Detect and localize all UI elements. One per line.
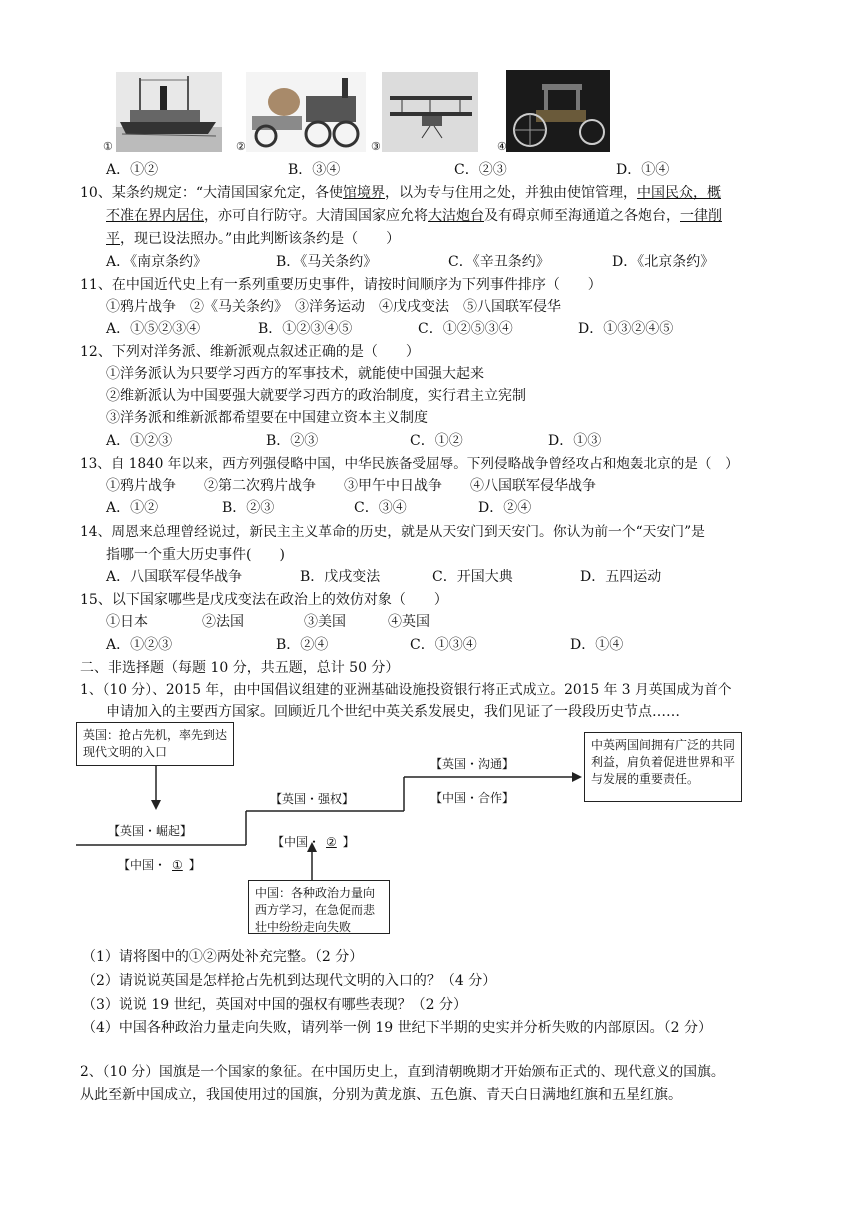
q12-option-a: A．①②③ [106, 433, 173, 449]
q14-option-b: B．戊戌变法 [300, 569, 381, 585]
image-label-1: ① [103, 140, 113, 153]
tag-britain-communication: 【英国・沟通】 [430, 757, 515, 771]
q10-line-2: 不准在界内居住，亦可自行防守。大清国国家应允将大沽炮台及有碍京师至海通道之各炮台，一律削 [106, 208, 722, 224]
q9-option-b: B．③④ [288, 162, 341, 178]
q11-stem: 11、在中国近代史上有一系列重要历史事件，请按时间顺序为下列事件排序（ ） [80, 277, 602, 293]
q14-option-a: A．八国联军侵华战争 [106, 569, 243, 585]
tag-china-blank-2: 【中国・ ② 】 [272, 835, 355, 849]
q15-stem: 15、以下国家哪些是戊戌变法在政治上的效仿对象（ ） [80, 592, 448, 608]
q9-option-c: C．②③ [454, 162, 507, 178]
q14-option-d: D．五四运动 [580, 569, 662, 585]
q11-option-c: C．①②⑤③④ [418, 321, 513, 337]
q9-option-a: A．①② [106, 162, 159, 178]
q12-statement-2: ②维新派认为中国要强大就要学习西方的政治制度，实行君主立宪制 [106, 388, 526, 404]
q10-line-1: 10、某条约规定：“大清国国家允定，各使馆境界，以为专与住用之处，并独由使馆管理，中国民众，概 [80, 185, 721, 201]
q15-option-c: C．①③④ [410, 637, 477, 653]
image-label-2: ② [236, 140, 246, 153]
p1-subq-4: （4）中国各种政治力量走向失败，请列举一例 19 世纪下半期的史实并分析失败的内部原因。（2 分） [82, 1020, 712, 1036]
p1-intro-line-1: 1、（10 分）、2015 年，由中国倡议组建的亚洲基础设施投资银行将正式成立。2015 年 3 月英国成为首个 [80, 682, 732, 698]
tag-britain-rise: 【英国・崛起】 [108, 824, 193, 838]
p1-subq-2: （2）请说说英国是怎样抢占先机到达现代文明的入口的？（4 分） [82, 973, 497, 989]
q11-option-b: B．①②③④⑤ [258, 321, 353, 337]
q13-option-a: A．①② [106, 500, 159, 516]
diagram-box-britain: 英国：抢占先机，率先到达现代文明的入口 [76, 722, 234, 766]
q10-option-c: C．《辛丑条约》 [448, 254, 550, 270]
diagram-box-cooperation: 中英两国间拥有广泛的共同利益，肩负着促进世界和平与发展的重要责任。 [584, 732, 742, 802]
tag-china-blank-1: 【中国・ ① 】 [118, 858, 201, 872]
q13-option-b: B．②③ [222, 500, 275, 516]
tag-britain-power: 【英国・强权】 [270, 792, 355, 806]
q15-item-3: ③美国 [304, 614, 346, 630]
q15-option-d: D．①④ [570, 637, 624, 653]
q13-option-c: C．③④ [354, 500, 407, 516]
q10-option-d: D．《北京条约》 [612, 254, 715, 270]
image-label-3: ③ [371, 140, 381, 153]
image-label-4: ④ [497, 140, 507, 153]
q11-option-a: A．①⑤②③④ [106, 321, 201, 337]
q12-stem: 12、下列对洋务派、维新派观点叙述正确的是（ ） [80, 344, 420, 360]
p1-subq-1: （1）请将图中的①②两处补充完整。（2 分） [82, 949, 364, 965]
q13-items: ①鸦片战争 ②第二次鸦片战争 ③甲午中日战争 ④八国联军侵华战争 [106, 478, 596, 494]
p2-line-2: 从此至新中国成立，我国使用过的国旗，分别为黄龙旗、五色旗、青天白日满地红旗和五星红旗。 [80, 1087, 682, 1103]
q15-item-2: ②法国 [202, 614, 244, 630]
q12-option-c: C．①② [410, 433, 463, 449]
q15-option-b: B．②④ [276, 637, 329, 653]
q14-option-c: C．开国大典 [432, 569, 513, 585]
q9-option-d: D．①④ [616, 162, 670, 178]
p2-line-1: 2、（10 分）国旗是一个国家的象征。在中国历史上，直到清朝晚期才开始颁布正式的、现代意义的国旗。 [80, 1064, 725, 1080]
q15-item-4: ④英国 [388, 614, 430, 630]
q10-option-a: A．《南京条约》 [106, 254, 208, 270]
q13-stem: 13、自 1840 年以来，西方列强侵略中国，中华民族备受屈辱。下列侵略战争曾经攻占和炮轰北京的是（ ） [80, 456, 739, 472]
tag-china-cooperation: 【中国・合作】 [430, 791, 515, 805]
q15-option-a: A．①②③ [106, 637, 173, 653]
q10-line-3: 平，现已设法照办。”由此判断该条约是（ ） [106, 231, 401, 247]
q13-option-d: D．②④ [478, 500, 532, 516]
q12-statement-1: ①洋务派认为只要学习西方的军事技术，就能使中国强大起来 [106, 366, 484, 382]
q12-option-b: B．②③ [266, 433, 319, 449]
q15-item-1: ①日本 [106, 614, 148, 630]
q12-option-d: D．①③ [548, 433, 602, 449]
q14-line-2: 指哪一个重大历史事件( ) [106, 547, 285, 563]
p1-intro-line-2: 申请加入的主要西方国家。回顾近几个世纪中英关系发展史，我们见证了一段段历史节点…… [106, 704, 680, 720]
p1-subq-3: （3）说说 19 世纪，英国对中国的强权有哪些表现？（2 分） [82, 997, 467, 1013]
q11-items: ①鸦片战争 ②《马关条约》 ③洋务运动 ④戊戌变法 ⑤八国联军侵华 [106, 299, 561, 315]
q12-statement-3: ③洋务派和维新派都希望要在中国建立资本主义制度 [106, 410, 428, 426]
q11-option-d: D．①③②④⑤ [578, 321, 674, 337]
section-2-heading: 二、非选择题（每题 10 分，共五题，总计 50 分） [80, 660, 400, 676]
diagram-box-china: 中国：各种政治力量向西方学习，在急促而悲壮中纷纷走向失败 [248, 880, 390, 934]
q10-option-b: B．《马关条约》 [276, 254, 378, 270]
q14-line-1: 14、周恩来总理曾经说过，新民主主义革命的历史，就是从天安门到天安门。你认为前一个“天安门”是 [80, 524, 705, 540]
